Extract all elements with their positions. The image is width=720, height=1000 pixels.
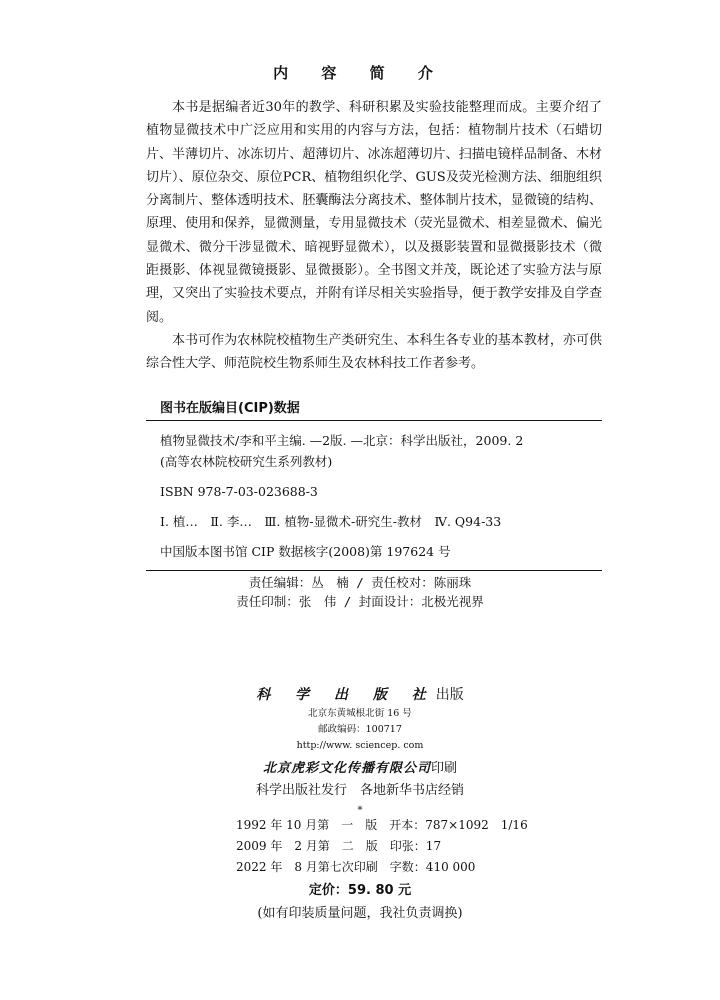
cip-series-line: (高等农林院校研究生系列教材) (160, 454, 333, 469)
editor-line-1: 责任编辑：丛 楠 / 责任校对：陈丽珠 (248, 575, 472, 590)
abstract-paragraph-2: 本书可作为农林院校植物生产类研究生、本科生各专业的基本教材，亦可供综合性大学、师范院校生物系师生及农林科技工作者参考。 (146, 332, 602, 372)
publisher-postcode: 邮政编码：100717 (318, 724, 402, 735)
printer-name: 北京虎彩文化传播有限公司 (262, 761, 431, 776)
editor-line-2: 责任印制：张 伟 / 封面设计：北极光视界 (236, 594, 484, 609)
edition-row-2: 2009 年 2 月第 二 版 印张：17 (236, 839, 442, 853)
publisher-url: http://www. sciencep. com (296, 740, 424, 751)
publisher-name-suffix: 出版 (435, 687, 464, 703)
publisher-address: 北京东黄城根北街 16 号 (308, 708, 412, 719)
editor-credits (0, 573, 720, 611)
page-title: 内 容 简 介 (273, 64, 447, 82)
price: 定价：59. 80 元 (308, 883, 412, 898)
cip-bibliographic-line: 植物显微技术/李和平主编. —2版. —北京：科学出版社，2009. 2 (160, 433, 524, 448)
publisher-logotype: 科 学 出 版 社 (256, 687, 436, 703)
cip-isbn: ISBN 978-7-03-023688-3 (160, 484, 318, 499)
printer-suffix: 印刷 (431, 761, 458, 776)
printer-line (0, 758, 720, 780)
cip-body (146, 421, 602, 562)
quality-note: (如有印装质量问题，我社负责调换) (257, 906, 463, 921)
cip-block (146, 398, 602, 571)
abstract-paragraph-1: 本书是据编者近30年的教学、科研积累及实验技能整理而成。主要介绍了植物显微技术中广泛应用和实用的内容与方法，包括：植物制片技术（石蜡切片、半薄切片、冰冻切片、超薄切片、冰冻超薄切片、扫描电镜样品制备、木材切片）、原位杂交、原位PCR、植物组织化学、GUS及荧光检测方法、细胞组织分离制片、整体透明技术、胚囊酶法分离技术、整体制片技术，显微镜的结构、原理、使用和保养，显微测量，专用显微技术（荧光显微术、相差显微术、偏光显微术、微分干涉显微术、暗视野显微术），以及摄影装置和显微摄影技术（微距摄影、体视显微镜摄影、显微摄影）。全书图文并茂，既论述了实验方法与原理，又突出了实验技术要点，并附有详尽相关实验指导，便于教学安排及自学查阅。 (146, 100, 602, 325)
edition-row-1: 1992 年 10 月第 一 版 开本：787×1092 1/16 (236, 818, 528, 832)
publisher-block (0, 684, 720, 820)
cip-heading: 图书在版编目(CIP)数据 (160, 401, 300, 416)
separator-star: * (357, 805, 363, 816)
cip-classification: Ⅰ. 植… Ⅱ. 李… Ⅲ. 植物-显微术-研究生-教材 Ⅳ. Q94-33 (160, 514, 502, 529)
publisher-name (0, 684, 720, 706)
distribution-line: 科学出版社发行 各地新华书店经销 (255, 783, 464, 798)
cip-number: 中国版本图书馆 CIP 数据核字(2008)第 197624 号 (160, 544, 451, 559)
edition-row-3: 2022 年 8 月第七次印刷 字数：410 000 (236, 860, 476, 874)
edition-info (236, 815, 528, 878)
cip-bottom-rule (146, 570, 602, 571)
abstract (146, 96, 602, 376)
